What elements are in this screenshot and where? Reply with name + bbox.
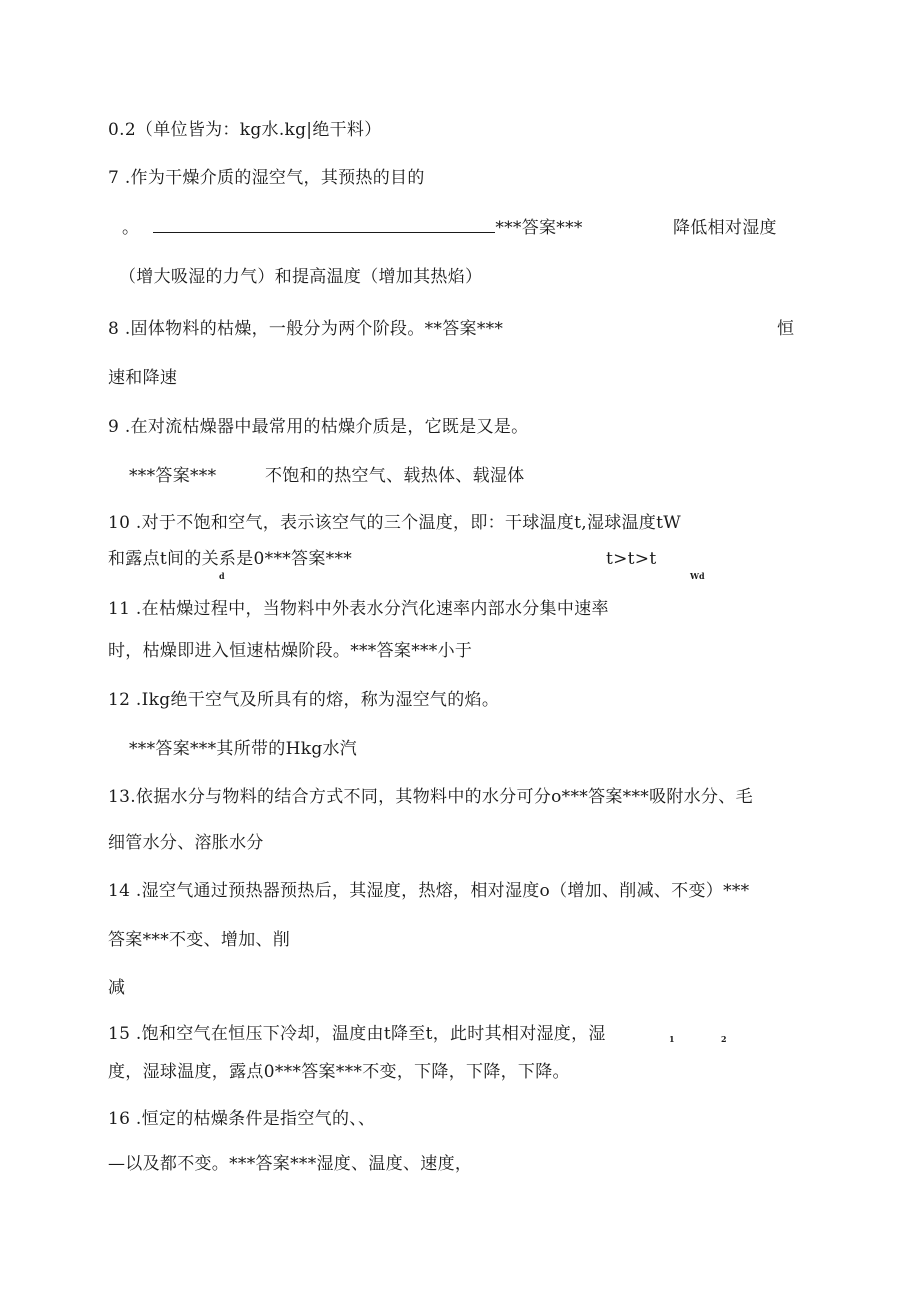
answer-16: —以及都不变。***答案***湿度、温度、速度， bbox=[108, 1154, 473, 1174]
question-16: 16 .恒定的枯燥条件是指空气的、、 bbox=[108, 1109, 376, 1129]
answer-7-part2: （增大吸湿的力气）和提高温度（增加其热焰） bbox=[119, 267, 483, 287]
question-13: 13.依据水分与物料的结合方式不同，其物料中的水分可分o***答案***吸附水分、毛 bbox=[108, 787, 753, 807]
question-9: 9 .在对流枯燥器中最常用的枯燥介质是，它既是又是。 bbox=[108, 417, 529, 437]
question-12: 12 .Ikg绝干空气及所具有的熔，称为湿空气的焰。 bbox=[108, 690, 500, 710]
answer-marker: ***答案*** bbox=[495, 218, 583, 238]
answer-8-part2: 速和降速 bbox=[108, 368, 178, 388]
question-10-cont: 和露点t间的关系是0***答案*** bbox=[108, 549, 353, 569]
line-unit-note: 0.2（单位皆为：kg水.kg|绝干料） bbox=[108, 120, 382, 140]
subscript-wd: Wd bbox=[690, 571, 705, 581]
subscript-1: 1 bbox=[669, 1034, 675, 1044]
answer-blank bbox=[153, 218, 495, 233]
question-8: 8 .固体物料的枯燥，一般分为两个阶段。**答案*** bbox=[108, 319, 504, 339]
question-15: 15 .饱和空气在恒压下冷却，温度由t降至t，此时其相对湿度，湿 bbox=[108, 1024, 606, 1044]
answer-10: t>t>t bbox=[606, 549, 657, 569]
question-7-period: 。 bbox=[122, 218, 140, 238]
answer-14: 答案***不变、增加、削 bbox=[108, 930, 291, 950]
question-15-cont: 度，湿球温度，露点0***答案***不变，下降，下降，下降。 bbox=[108, 1062, 570, 1082]
question-14: 14 .湿空气通过预热器预热后，其湿度，热熔，相对湿度o（增加、削减、不变）*** bbox=[108, 881, 750, 901]
question-11-cont: 时，枯燥即进入恒速枯燥阶段。***答案***小于 bbox=[108, 641, 473, 661]
question-7: 7 .作为干燥介质的湿空气，其预热的目的 bbox=[108, 168, 425, 188]
answer-14-cont: 减 bbox=[108, 978, 126, 998]
answer-8-part1: 恒 bbox=[777, 319, 795, 339]
subscript-d: d bbox=[219, 571, 225, 581]
answer-9: 不饱和的热空气、载热体、载湿体 bbox=[265, 466, 525, 486]
question-10: 10 .对于不饱和空气，表示该空气的三个温度，即：干球温度t,湿球温度tW bbox=[108, 513, 682, 533]
question-7-blank-line bbox=[122, 217, 583, 239]
answer-9-marker: ***答案*** bbox=[129, 466, 217, 486]
answer-7-part1: 降低相对湿度 bbox=[673, 218, 777, 238]
answer-12: ***答案***其所带的Hkg水汽 bbox=[129, 739, 358, 759]
subscript-2: 2 bbox=[721, 1034, 727, 1044]
question-11: 11 .在枯燥过程中，当物料中外表水分汽化速率内部水分集中速率 bbox=[108, 599, 609, 619]
answer-13-cont: 细管水分、溶胀水分 bbox=[108, 833, 264, 853]
